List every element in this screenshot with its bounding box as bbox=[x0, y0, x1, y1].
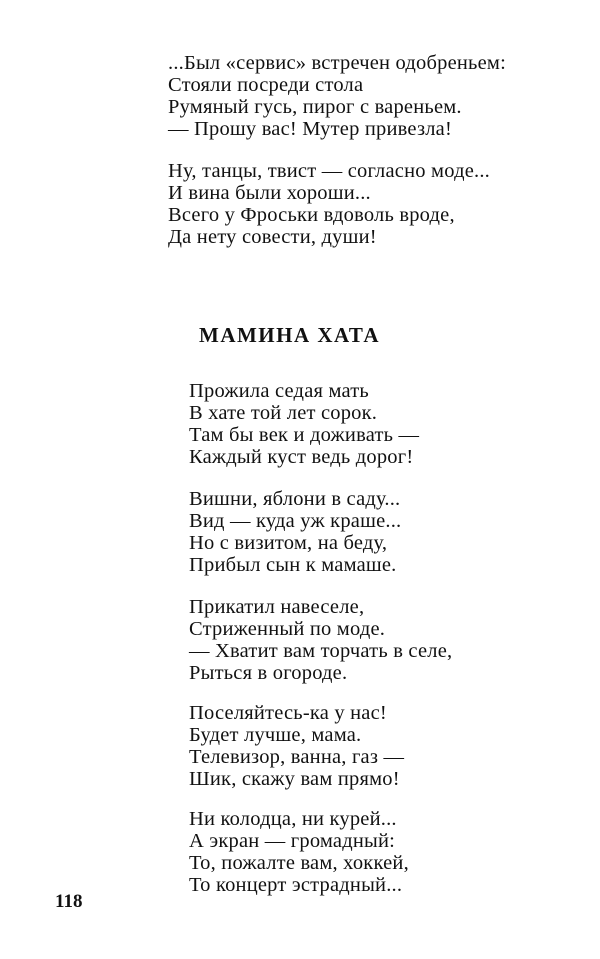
poem-stanza-2 bbox=[189, 488, 401, 576]
verse-line: Прожила седая мать bbox=[189, 380, 369, 402]
verse-line: То концерт эстрадный... bbox=[189, 874, 403, 896]
verse-line: Вид — куда уж краше... bbox=[189, 510, 402, 532]
verse-line: Но с визитом, на беду, bbox=[189, 532, 388, 554]
verse-line: Вишни, яблони в саду... bbox=[189, 488, 401, 510]
page-number: 118 bbox=[55, 891, 83, 912]
poem-title: МАМИНА ХАТА bbox=[199, 323, 381, 347]
poem-stanza-3 bbox=[189, 596, 452, 684]
verse-line: — Хватит вам торчать в селе, bbox=[189, 640, 453, 662]
previous-poem-stanza-2 bbox=[168, 160, 490, 248]
verse-line: В хате той лет сорок. bbox=[189, 402, 378, 424]
verse-line: Телевизор, ванна, газ — bbox=[189, 746, 405, 768]
verse-line: Ну, танцы, твист — согласно моде... bbox=[168, 160, 490, 182]
verse-line: Стриженный по моде. bbox=[189, 618, 386, 640]
verse-line: Будет лучше, мама. bbox=[189, 724, 362, 746]
verse-line: — Прошу вас! Мутер привезла! bbox=[168, 118, 453, 140]
verse-line: Стояли посреди стола bbox=[168, 74, 364, 96]
verse-line: Всего у Фроськи вдоволь вроде, bbox=[168, 204, 455, 226]
poem-stanza-1 bbox=[189, 380, 419, 468]
verse-line: Да нету совести, души! bbox=[168, 226, 377, 248]
verse-line: Рыться в огороде. bbox=[189, 662, 348, 684]
verse-line: А экран — громадный: bbox=[189, 830, 396, 852]
verse-line: То, пожалте вам, хоккей, bbox=[189, 852, 409, 874]
verse-line: Прибыл сын к мамаше. bbox=[189, 554, 397, 576]
poem-stanza-5 bbox=[189, 808, 409, 896]
verse-line: Там бы век и доживать — bbox=[189, 424, 420, 446]
previous-poem-stanza-1 bbox=[168, 52, 506, 140]
verse-line: Каждый куст ведь дорог! bbox=[189, 446, 414, 468]
verse-line: Румяный гусь, пирог с вареньем. bbox=[168, 96, 462, 118]
verse-line: Ни колодца, ни курей... bbox=[189, 808, 397, 830]
verse-line: Поселяйтесь-ка у нас! bbox=[189, 702, 387, 724]
verse-line: Шик, скажу вам прямо! bbox=[189, 768, 400, 790]
poem-stanza-4 bbox=[189, 702, 404, 790]
verse-line: ...Был «сервис» встречен одобреньем: bbox=[168, 52, 506, 74]
verse-line: Прикатил навеселе, bbox=[189, 596, 365, 618]
verse-line: И вина были хороши... bbox=[168, 182, 371, 204]
